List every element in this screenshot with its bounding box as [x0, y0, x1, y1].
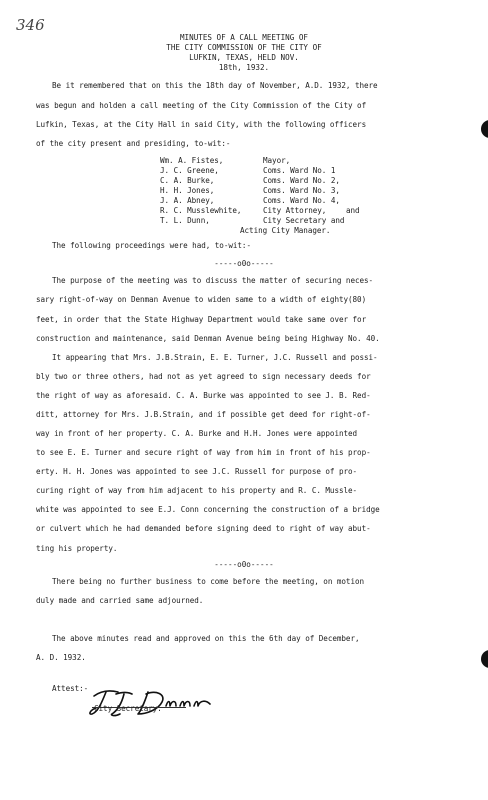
officer-name: C. A. Burke,	[160, 176, 215, 185]
paragraph-line: bly two or three others, had not as yet agreed to sign necessary deeds for	[36, 372, 371, 381]
paragraph-line: It appearing that Mrs. J.B.Strain, E. E. Turner, J.C. Russell and possi-	[52, 353, 378, 362]
paragraph-line: There being no further business to come before the meeting, on motion	[52, 577, 365, 586]
paragraph-line: or culvert which he had demanded before signing deed to right of way abut-	[36, 524, 371, 533]
heading-line-4: 18th, 1932.	[218, 63, 270, 72]
paragraph-line: ditt, attorney for Mrs. J.B.Strain, and if possible get deed for right-of-	[36, 410, 371, 419]
paragraph-line: way in front of her property. C. A. Burke and H.H. Jones were appointed	[36, 429, 358, 438]
paragraph-line: feet, in order that the State Highway Department would take same over for	[36, 315, 367, 324]
paragraph-line: to see E. E. Turner and secure right of way from him in front of his prop-	[36, 448, 371, 457]
separator: -----o0o-----	[214, 560, 274, 569]
page-number: 346	[16, 16, 45, 34]
paragraph-line: white was appointed to see E.J. Conn concerning the construction of a bridge	[36, 505, 380, 514]
paragraph-line: the right of way as aforesaid. C. A. Burke was appointed to see J. B. Red-	[36, 391, 371, 400]
officer-conjunction: and	[346, 206, 360, 215]
heading-line-3: LUFKIN, TEXAS, HELD NOV.	[189, 53, 299, 62]
officer-name: R. C. Musslewhite,	[160, 206, 242, 215]
paragraph-line: The purpose of the meeting was to discuss the matter of securing neces-	[52, 276, 374, 285]
paragraph-line: sary right-of-way on Denman Avenue to widen same to a width of eighty(80)	[36, 295, 367, 304]
officer-title: Coms. Ward No. 3,	[263, 186, 340, 195]
separator: -----o0o-----	[214, 259, 274, 268]
signature-title: City Secretary.	[94, 704, 162, 713]
intro-line: was begun and holden a call meeting of the City Commission of the City of	[36, 101, 367, 110]
paragraph-line: erty. H. H. Jones was appointed to see J.C. Russell for purpose of pro-	[36, 467, 358, 476]
intro-line: of the city present and presiding, to-wit:-	[36, 139, 231, 148]
officer-title: Coms. Ward No. 4,	[263, 196, 340, 205]
paragraph-line: construction and maintenance, said Denman Avenue being being Highway No. 40.	[36, 334, 380, 343]
officer-name: J. A. Abney,	[160, 196, 215, 205]
intro-line: Lufkin, Texas, at the City Hall in said City, with the following officers	[36, 120, 367, 129]
paragraph-line: duly made and carried same adjourned.	[36, 596, 204, 605]
officer-title-continued: Acting City Manager.	[240, 226, 331, 235]
officer-title: Coms. Ward No. 2,	[263, 176, 340, 185]
paragraph-line: A. D. 1932.	[36, 653, 86, 662]
attest-label: Attest:-	[52, 684, 89, 693]
paragraph-line: ting his property.	[36, 544, 118, 553]
binder-hole-bottom	[481, 650, 488, 668]
officer-name: J. C. Greene,	[160, 166, 219, 175]
officer-title: Mayor,	[263, 156, 291, 165]
officer-title: Coms. Ward No. 1	[263, 166, 336, 175]
officer-title: City Attorney,	[263, 206, 327, 215]
officer-name: Wm. A. Fistes,	[160, 156, 224, 165]
proceedings-intro: The following proceedings were had, to-wit:-	[52, 241, 251, 250]
binder-hole-top	[481, 120, 488, 138]
heading-line-1: MINUTES OF A CALL MEETING OF	[179, 33, 308, 42]
officer-title: City Secretary and	[263, 216, 345, 225]
heading-line-2: THE CITY COMMISSION OF THE CITY OF	[166, 43, 322, 52]
paragraph-line: curing right of way from him adjacent to his property and R. C. Mussle-	[36, 486, 358, 495]
officer-name: H. H. Jones,	[160, 186, 215, 195]
officer-name: T. L. Dunn,	[160, 216, 210, 225]
intro-line: Be it remembered that on this the 18th day of November, A.D. 1932, there	[52, 81, 378, 90]
paragraph-line: The above minutes read and approved on this the 6th day of December,	[52, 634, 360, 643]
